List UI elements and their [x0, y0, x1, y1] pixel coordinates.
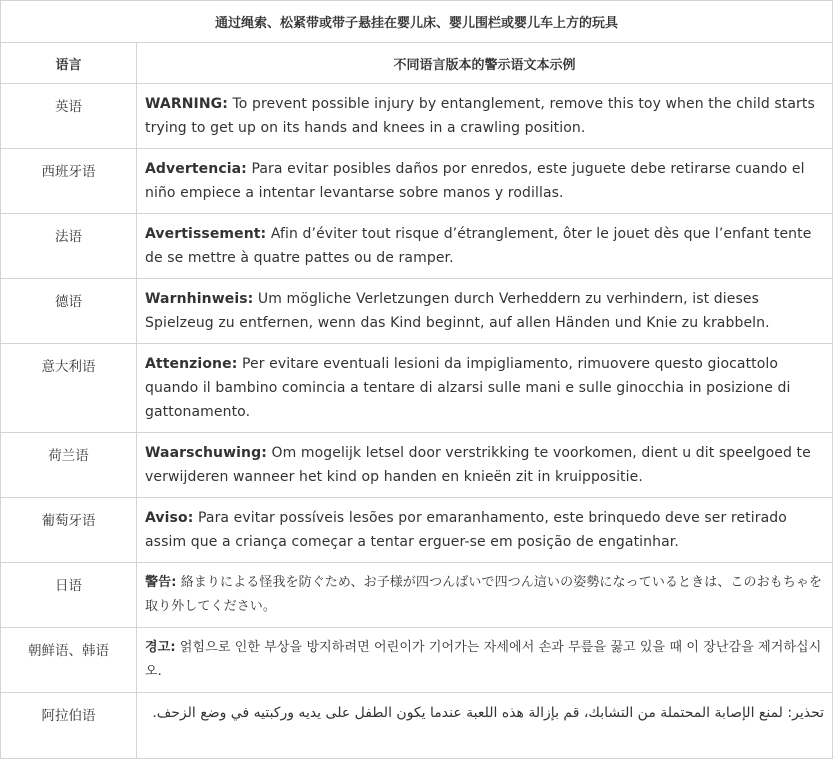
- warning-text-cell: [137, 344, 833, 433]
- warning-text: 絡まりによる怪我を防ぐため、お子様が四つんばいで四つん這いの姿勢になっているときは、このおもちゃを取り外してください。: [145, 575, 823, 614]
- language-cell: 西班牙语: [1, 149, 137, 214]
- warning-label: Warnhinweis:: [145, 291, 254, 307]
- warning-text-cell: [137, 84, 833, 149]
- language-cell: 意大利语: [1, 344, 137, 433]
- warning-text: Afin d’éviter tout risque d’étranglement, ôter le jouet dès que l’enfant tente de se mettre à quatre pattes ou de ramper.: [145, 226, 812, 266]
- language-cell: 德语: [1, 279, 137, 344]
- warning-label: Advertencia:: [145, 161, 247, 177]
- warning-text: Um mögliche Verletzungen durch Verheddern zu verhindern, ist dieses Spielzeug zu entfernen, wenn das Kind beginnt, auf allen Händen und Knie zu krabbeln.: [145, 291, 770, 331]
- warning-text-cell: [137, 563, 833, 628]
- header-example: 不同语言版本的警示语文本示例: [137, 43, 833, 84]
- language-cell: 荷兰语: [1, 433, 137, 498]
- warning-label: Avertissement:: [145, 226, 267, 242]
- language-cell: 日语: [1, 563, 137, 628]
- table-row: [1, 498, 833, 563]
- table-row: [1, 433, 833, 498]
- table-row: [1, 344, 833, 433]
- language-cell: 朝鲜语、韩语: [1, 628, 137, 693]
- warning-text: 얽힘으로 인한 부상을 방지하려면 어린이가 기어가는 자세에서 손과 무릎을 꿇고 있을 때 이 장난감을 제거하십시오.: [145, 640, 822, 679]
- table-row: [1, 149, 833, 214]
- warning-label: Waarschuwing:: [145, 445, 267, 461]
- table-row: [1, 214, 833, 279]
- language-cell: 葡萄牙语: [1, 498, 137, 563]
- warning-text-cell: [137, 279, 833, 344]
- table-header-row: [1, 43, 833, 84]
- table-row: [1, 563, 833, 628]
- warning-label: 경고:: [145, 640, 176, 655]
- language-cell: 阿拉伯语: [1, 693, 137, 759]
- language-cell: 英语: [1, 84, 137, 149]
- header-language: 语言: [1, 43, 137, 84]
- table-title: 通过绳索、松紧带或带子悬挂在婴儿床、婴儿围栏或婴儿车上方的玩具: [1, 1, 833, 43]
- warning-label: Aviso:: [145, 510, 194, 526]
- warning-text: Para evitar possíveis lesões por emaranhamento, este brinquedo deve ser retirado assim que a criança começar a tentar erguer-se em posição de engatinhar.: [145, 510, 787, 550]
- warning-label: Attenzione:: [145, 356, 238, 372]
- warning-text-cell: [137, 628, 833, 693]
- table-row: [1, 693, 833, 759]
- warning-text-cell: [137, 498, 833, 563]
- warning-text: To prevent possible injury by entanglement, remove this toy when the child starts trying to get up on its hands and knees in a crawling position.: [145, 96, 815, 136]
- warning-text: Para evitar posibles daños por enredos, este juguete debe retirarse cuando el niño empiece a intentar levantarse sobre manos y rodillas.: [145, 161, 805, 201]
- warning-text-cell: [137, 433, 833, 498]
- warning-text: تحذير: لمنع الإصابة المحتملة من التشابك، قم بإزالة هذه اللعبة عندما يكون الطفل على يديه وركبتيه في وضع الزحف.: [152, 705, 825, 721]
- warning-label: 警告:: [145, 575, 177, 590]
- warning-text: Om mogelijk letsel door verstrikking te voorkomen, dient u dit speelgoed te verwijderen wanneer het kind op handen en knieën zit in kruippositie.: [145, 445, 811, 485]
- warning-text-cell: [137, 149, 833, 214]
- warning-text-cell: [137, 693, 833, 759]
- warning-text-cell: [137, 214, 833, 279]
- warning-text: Per evitare eventuali lesioni da impigliamento, rimuovere questo giocattolo quando il bambino comincia a tentare di alzarsi sulle mani e sulle ginocchia in posizione di gattonamento.: [145, 356, 791, 420]
- table-row: [1, 84, 833, 149]
- language-cell: 法语: [1, 214, 137, 279]
- table-title-row: [1, 1, 833, 43]
- warning-label: WARNING:: [145, 96, 228, 112]
- table-row: [1, 279, 833, 344]
- table-row: [1, 628, 833, 693]
